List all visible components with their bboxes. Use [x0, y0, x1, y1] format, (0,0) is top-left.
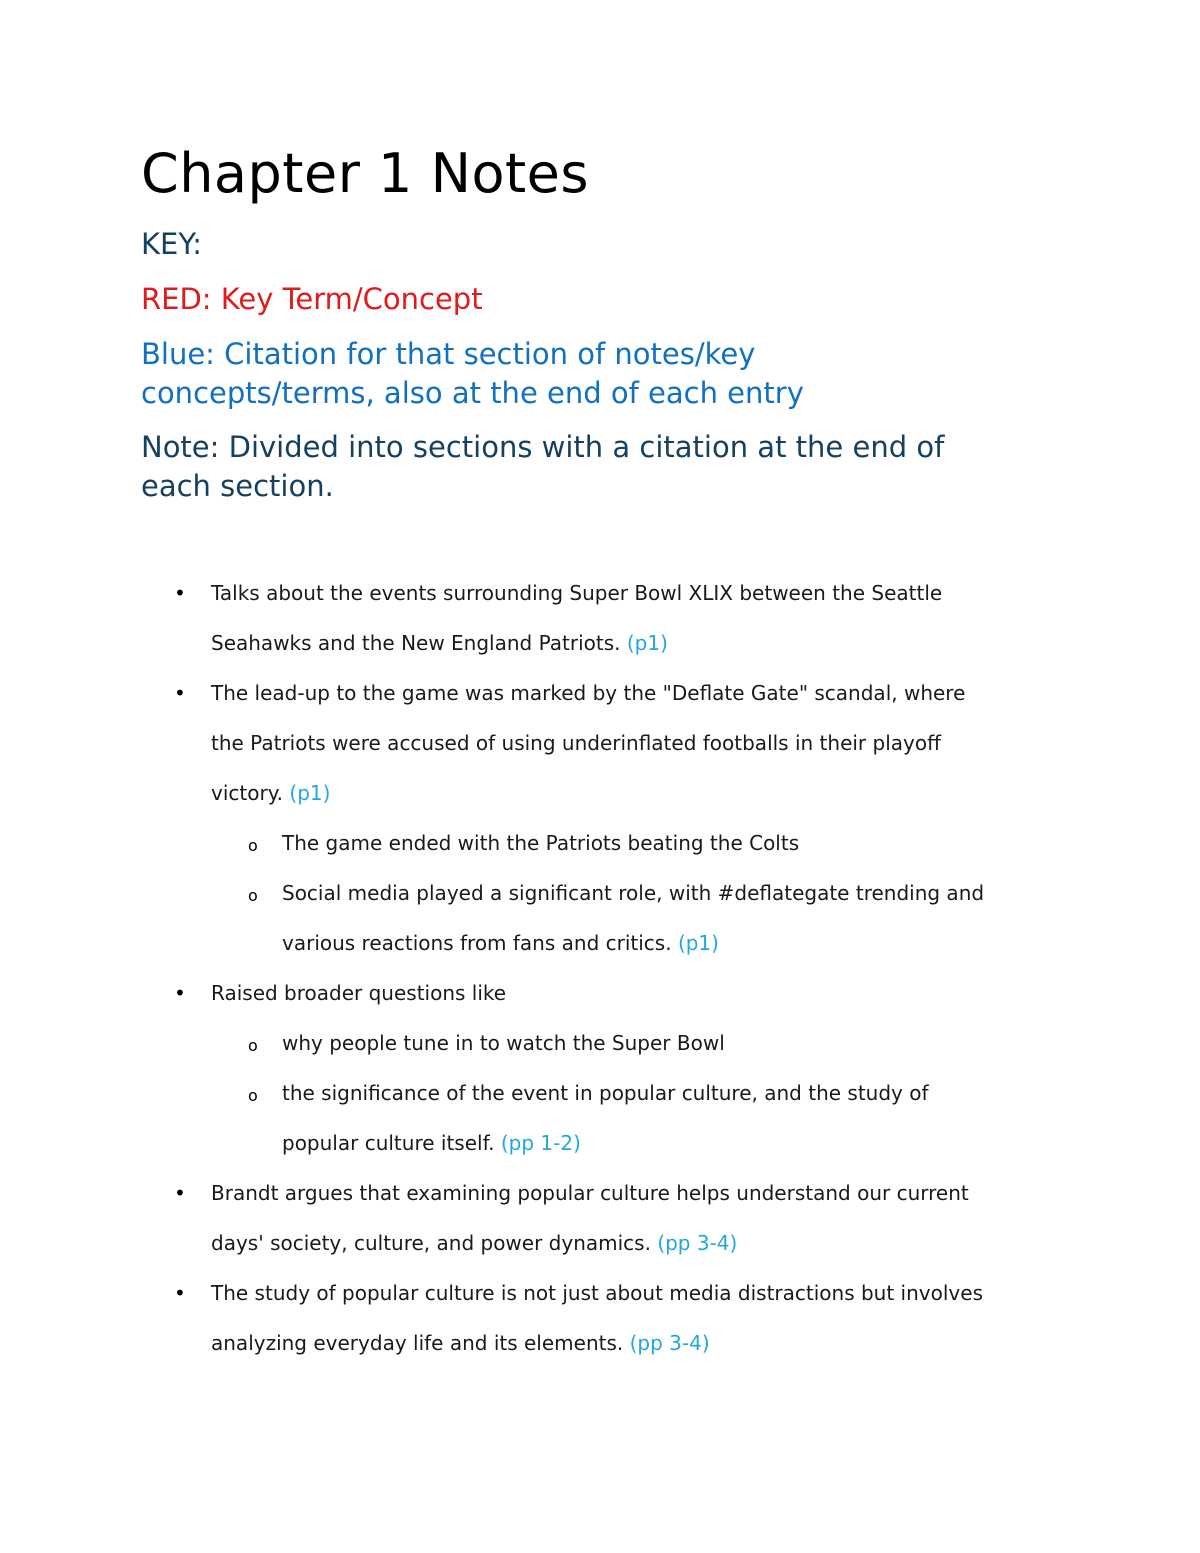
sub-list-item-text: Social media played a significant role, with #deflategate trending and [282, 881, 985, 905]
sub-list-item-text: why people tune in to watch the Super Bowl [282, 1031, 725, 1055]
notes-list [141, 568, 1061, 1368]
circle-bullet-icon: o [248, 1036, 258, 1055]
list-item [141, 568, 1061, 668]
list-item [141, 1168, 1061, 1268]
citation: (p1) [626, 631, 668, 655]
key-label: KEY: [141, 227, 202, 261]
key-note-line1: Note: Divided into sections with a citation at the end of [141, 430, 945, 464]
sub-list-item-text: the significance of the event in popular culture, and the study of [282, 1081, 929, 1105]
key-red-legend: RED: Key Term/Concept [141, 282, 483, 316]
list-item-text: the Patriots were accused of using underinflated footballs in their playoff [211, 731, 941, 755]
key-blue-line2: concepts/terms, also at the end of each entry [141, 376, 804, 410]
circle-bullet-icon: o [248, 836, 258, 855]
key-note [141, 428, 1061, 506]
list-item [141, 668, 1061, 968]
list-item-text: The study of popular culture is not just about media distractions but involves [211, 1281, 983, 1305]
key-blue-legend [141, 335, 1061, 413]
list-item [141, 968, 1061, 1168]
list-item-text: Talks about the events surrounding Super Bowl XLIX between the Seattle [211, 581, 943, 605]
list-item-text: victory. [211, 781, 284, 805]
bullet-icon: • [174, 981, 186, 1005]
sub-list-item [211, 1018, 1061, 1068]
list-item-text: Raised broader questions like [211, 981, 507, 1005]
bullet-icon: • [174, 1181, 186, 1205]
bullet-icon: • [174, 681, 186, 705]
circle-bullet-icon: o [248, 1086, 258, 1105]
bullet-icon: • [174, 581, 186, 605]
sub-list-item-text: various reactions from fans and critics. [282, 931, 672, 955]
list-item [141, 1268, 1061, 1368]
key-note-line2: each section. [141, 469, 334, 503]
key-blue-line1: Blue: Citation for that section of notes/key [141, 337, 756, 371]
sub-list [211, 818, 1061, 968]
sub-list [211, 1018, 1061, 1168]
list-item-text: Seahawks and the New England Patriots. [211, 631, 621, 655]
list-item-text: days' society, culture, and power dynamics. [211, 1231, 651, 1255]
citation: (pp 3-4) [629, 1331, 710, 1355]
sub-list-item [211, 1068, 1061, 1168]
sub-list-item [211, 818, 1061, 868]
list-item-text: analyzing everyday life and its elements. [211, 1331, 624, 1355]
citation: (pp 3-4) [657, 1231, 738, 1255]
sub-list-item [211, 868, 1061, 968]
citation: (pp 1-2) [500, 1131, 581, 1155]
page-title: Chapter 1 Notes [141, 142, 590, 205]
citation: (p1) [677, 931, 719, 955]
citation: (p1) [289, 781, 331, 805]
sub-list-item-text: The game ended with the Patriots beating the Colts [282, 831, 800, 855]
circle-bullet-icon: o [248, 886, 258, 905]
document-page [141, 140, 1061, 1368]
sub-list-item-text: popular culture itself. [282, 1131, 495, 1155]
bullet-icon: • [174, 1281, 186, 1305]
list-item-text: Brandt argues that examining popular culture helps understand our current [211, 1181, 969, 1205]
list-item-text: The lead-up to the game was marked by the "Deflate Gate" scandal, where [211, 681, 966, 705]
